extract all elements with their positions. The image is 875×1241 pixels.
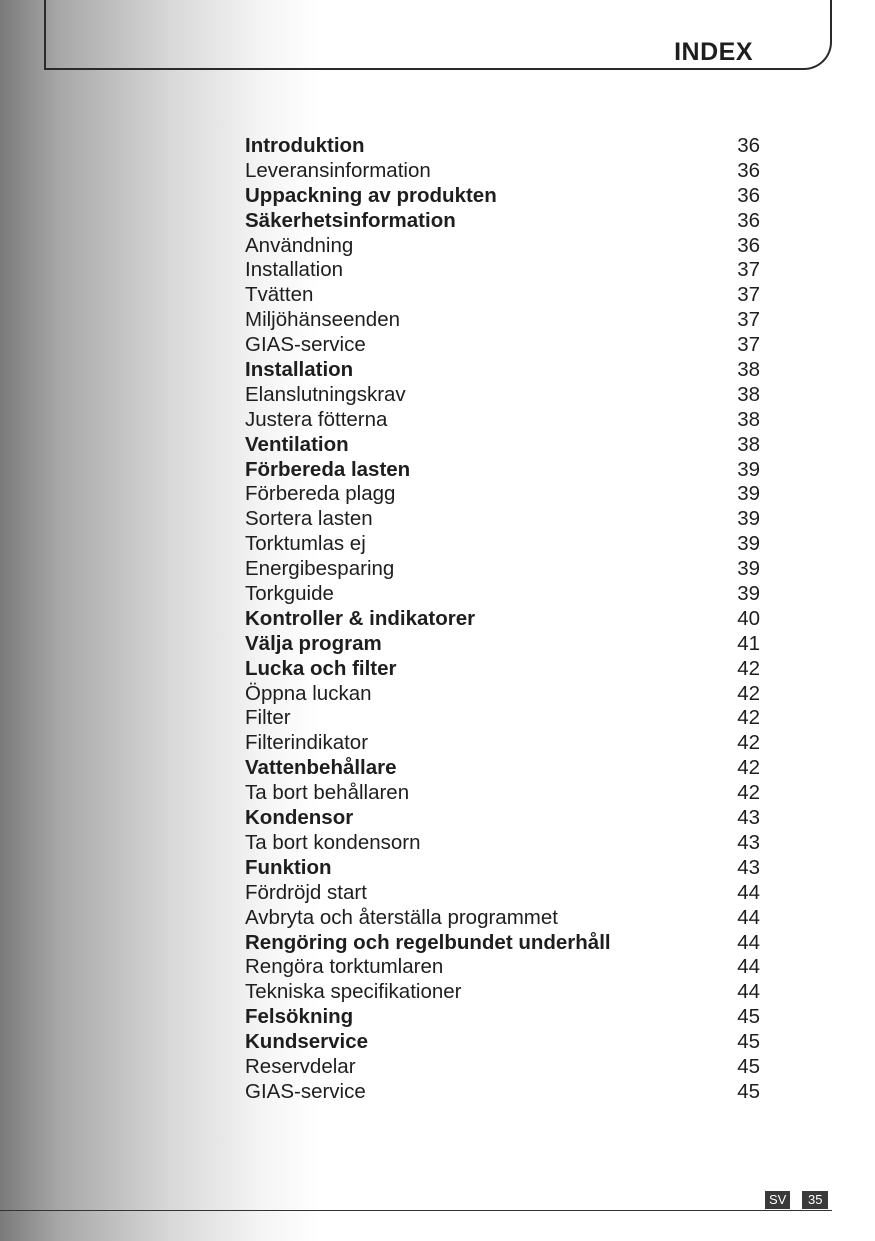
toc-entry-label: Förbereda plagg [245, 482, 396, 506]
toc-entry-page: 42 [737, 756, 760, 780]
toc-entry-label: Rengöra torktumlaren [245, 955, 444, 979]
toc-entry-page: 39 [737, 457, 760, 481]
toc-entry[interactable] [245, 931, 760, 956]
toc-entry-label: Ventilation [245, 432, 349, 456]
toc-entry-label: Installation [245, 258, 344, 282]
toc-entry[interactable] [245, 706, 760, 731]
page-number-badge: 35 [802, 1191, 828, 1209]
toc-entry-page: 45 [737, 1030, 760, 1054]
toc-entry-label: Uppackning av produkten [245, 183, 497, 207]
toc-entry-label: Tvätten [245, 283, 314, 307]
toc-entry[interactable] [245, 756, 760, 781]
toc-entry-label: Installation [245, 358, 354, 382]
toc-entry-page: 38 [737, 432, 760, 456]
toc-entry-label: Torkguide [245, 582, 334, 606]
toc-entry-label: Ta bort kondensorn [245, 830, 421, 854]
toc-entry[interactable] [245, 906, 760, 931]
toc-entry[interactable] [245, 333, 760, 358]
table-of-contents [245, 134, 760, 1105]
toc-entry-page: 42 [737, 681, 760, 705]
toc-entry[interactable] [245, 980, 760, 1005]
toc-entry-page: 45 [737, 1054, 760, 1078]
toc-entry[interactable] [245, 1005, 760, 1030]
toc-entry[interactable] [245, 234, 760, 259]
toc-entry-page: 38 [737, 407, 760, 431]
toc-entry-page: 42 [737, 781, 760, 805]
toc-entry[interactable] [245, 159, 760, 184]
toc-entry-label: Sortera lasten [245, 507, 373, 531]
toc-entry-label: Introduktion [245, 134, 365, 157]
toc-entry[interactable] [245, 682, 760, 707]
toc-entry-page: 42 [737, 706, 760, 730]
toc-entry-label: Kondensor [245, 806, 354, 830]
toc-entry[interactable] [245, 607, 760, 632]
toc-entry-page: 45 [737, 1005, 760, 1029]
toc-entry-page: 38 [737, 358, 760, 382]
toc-entry[interactable] [245, 532, 760, 557]
toc-entry-page: 39 [737, 532, 760, 556]
toc-entry[interactable] [245, 1030, 760, 1055]
toc-entry-label: Elanslutningskrav [245, 382, 406, 406]
toc-entry-label: Tekniska specifikationer [245, 980, 462, 1004]
toc-entry-label: Reservdelar [245, 1054, 356, 1078]
toc-entry[interactable] [245, 582, 760, 607]
toc-entry-page: 37 [737, 258, 760, 282]
toc-entry[interactable] [245, 134, 760, 159]
toc-entry-page: 44 [737, 930, 760, 954]
toc-entry[interactable] [245, 209, 760, 234]
toc-entry[interactable] [245, 1080, 760, 1105]
toc-entry-label: GIAS-service [245, 1079, 366, 1103]
toc-entry-label: Filter [245, 706, 291, 730]
toc-entry-label: Användning [245, 233, 354, 257]
toc-entry-label: Torktumlas ej [245, 532, 366, 556]
toc-entry[interactable] [245, 507, 760, 532]
toc-entry[interactable] [245, 657, 760, 682]
toc-entry-label: Vattenbehållare [245, 756, 397, 780]
toc-entry-page: 37 [737, 283, 760, 307]
toc-entry-label: Fördröjd start [245, 880, 367, 904]
toc-entry-page: 36 [737, 183, 760, 207]
toc-entry-page: 43 [737, 830, 760, 854]
language-badge: SV [765, 1191, 790, 1209]
toc-entry-label: Förbereda lasten [245, 457, 411, 481]
toc-entry-label: Ta bort behållaren [245, 781, 410, 805]
toc-entry-label: Felsökning [245, 1005, 354, 1029]
toc-entry-page: 42 [737, 656, 760, 680]
toc-entry-page: 44 [737, 955, 760, 979]
toc-entry-label: Säkerhetsinformation [245, 208, 456, 232]
toc-entry[interactable] [245, 806, 760, 831]
toc-entry[interactable] [245, 482, 760, 507]
toc-entry-page: 42 [737, 731, 760, 755]
toc-entry-label: Filterindikator [245, 731, 369, 755]
toc-entry[interactable] [245, 408, 760, 433]
footer-divider [0, 1210, 832, 1211]
toc-entry-page: 39 [737, 557, 760, 581]
toc-entry[interactable] [245, 632, 760, 657]
toc-entry-page: 44 [737, 980, 760, 1004]
toc-entry-page: 36 [737, 158, 760, 182]
toc-entry[interactable] [245, 1055, 760, 1080]
toc-entry-label: Leveransinformation [245, 158, 431, 182]
toc-entry-page: 41 [737, 631, 760, 655]
toc-entry[interactable] [245, 283, 760, 308]
toc-entry[interactable] [245, 184, 760, 209]
toc-entry-page: 36 [737, 233, 760, 257]
page-title: INDEX [674, 38, 753, 66]
toc-entry[interactable] [245, 358, 760, 383]
toc-entry-label: Öppna luckan [245, 681, 372, 705]
toc-entry-page: 39 [737, 582, 760, 606]
toc-entry-label: Kontroller & indikatorer [245, 606, 476, 630]
toc-entry-page: 38 [737, 382, 760, 406]
toc-entry-label: Justera fötterna [245, 407, 388, 431]
toc-entry-label: Miljöhänseenden [245, 308, 401, 332]
toc-entry[interactable] [245, 831, 760, 856]
toc-entry[interactable] [245, 955, 760, 980]
toc-entry-label: Funktion [245, 855, 332, 879]
toc-entry[interactable] [245, 557, 760, 582]
toc-entry-page: 37 [737, 308, 760, 332]
toc-entry-page: 39 [737, 482, 760, 506]
toc-entry[interactable] [245, 458, 760, 483]
toc-entry[interactable] [245, 433, 760, 458]
toc-entry-page: 43 [737, 806, 760, 830]
toc-entry-page: 37 [737, 333, 760, 357]
toc-entry-label: Lucka och filter [245, 656, 397, 680]
toc-entry-label: Kundservice [245, 1030, 369, 1054]
toc-entry-page: 44 [737, 880, 760, 904]
toc-entry[interactable] [245, 781, 760, 806]
toc-entry-label: Avbryta och återställa programmet [245, 905, 558, 929]
toc-entry-label: Välja program [245, 631, 382, 655]
toc-entry-page: 45 [737, 1079, 760, 1103]
toc-entry-label: GIAS-service [245, 333, 366, 357]
toc-entry-page: 36 [737, 134, 760, 157]
toc-entry-page: 43 [737, 855, 760, 879]
toc-entry-page: 44 [737, 905, 760, 929]
toc-entry-page: 40 [737, 606, 760, 630]
toc-entry-label: Energibesparing [245, 557, 395, 581]
toc-entry[interactable] [245, 383, 760, 408]
toc-entry-page: 39 [737, 507, 760, 531]
toc-entry[interactable] [245, 856, 760, 881]
toc-entry[interactable] [245, 308, 760, 333]
toc-entry[interactable] [245, 881, 760, 906]
toc-entry[interactable] [245, 258, 760, 283]
toc-entry[interactable] [245, 731, 760, 756]
toc-entry-label: Rengöring och regelbundet underhåll [245, 930, 611, 954]
toc-entry-page: 36 [737, 208, 760, 232]
